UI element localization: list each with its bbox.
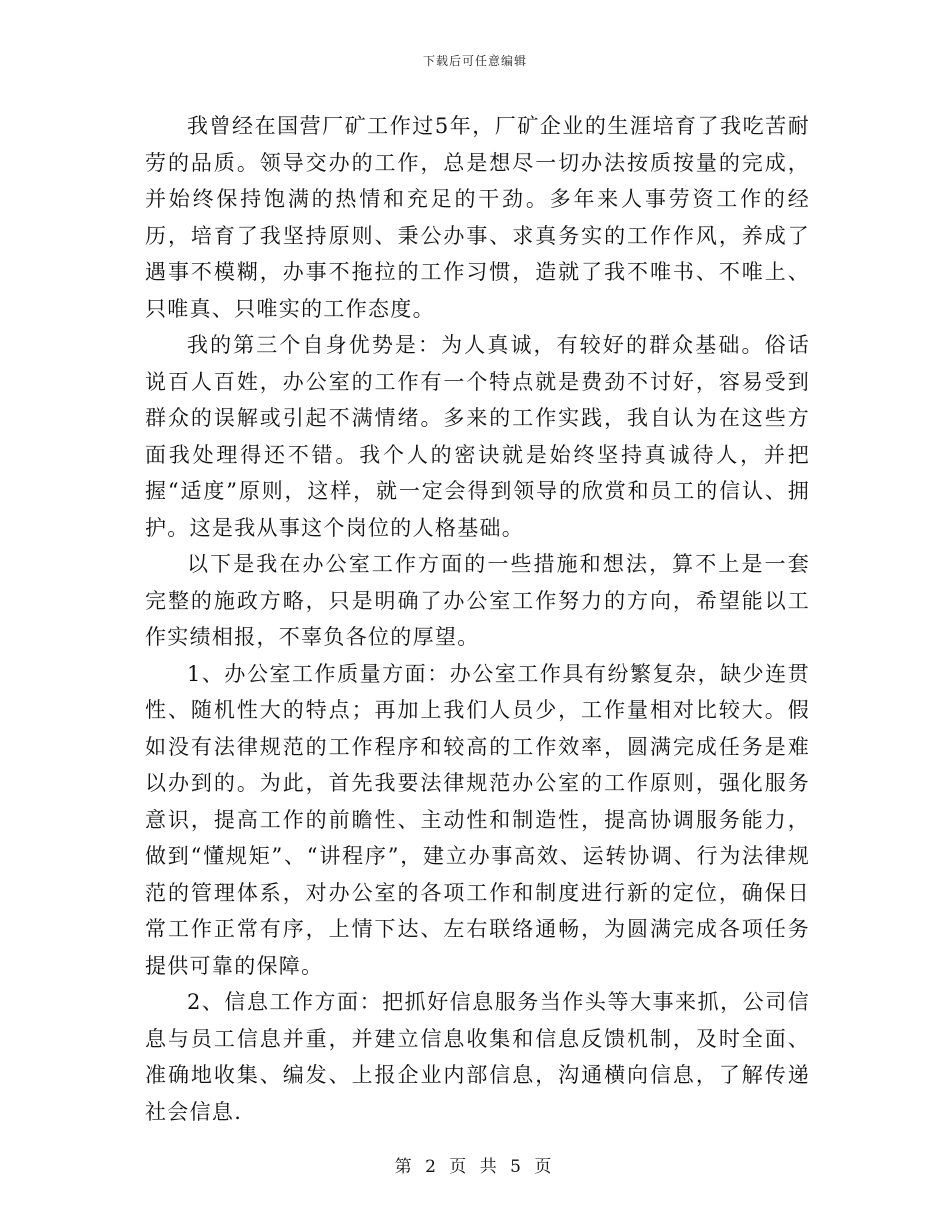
paragraph-office-quality: 1、办公室工作质量方面：办公室工作具有纷繁复杂，缺少连贯性、随机性大的特点；再加上我们人员少，工作量相对比较大。假如没有法律规范的工作程序和较高的工作效率，圆满完成任务是难以办到的。为此，首先我要法律规范办公室的工作原则，强化服务意识，提高工作的前瞻性、主动性和制造性，提高协调服务能力，做到“懂规矩”、“讲程序”，建立办事高效、运转协调、行为法律规范的管理体系，对办公室的各项工作和制度进行新的定位，确保日常工作正常有序，上情下达、左右联络通畅，为圆满完成各项任务提供可靠的保障。 [145, 661, 810, 978]
paragraph-third-advantage: 我的第三个自身优势是：为人真诚，有较好的群众基础。俗话说百人百姓，办公室的工作有一个特点就是费劲不讨好，容易受到群众的误解或引起不满情绪。多来的工作实践，我自认为在这些方面我处理得还不错。我个人的密诀就是始终坚持真诚待人，并把握“适度”原则，这样，就一定会得到领导的欣赏和员工的信认、拥护。这是我从事这个岗位的人格基础。 [145, 333, 810, 540]
paragraph-information-work: 2、信息工作方面：把抓好信息服务当作头等大事来抓，公司信息与员工信息并重，并建立信息收集和信息反馈机制，及时全面、准确地收集、编发、上报企业内部信息，沟通横向信息，了解传递社会信息. [145, 990, 810, 1124]
page-header-note: 下载后可任意编辑 [422, 54, 527, 68]
document-body [145, 108, 810, 1130]
page-number: 第 2 页 共 5 页 [394, 1157, 556, 1177]
paragraph-work-experience: 我曾经在国营厂矿工作过5年，厂矿企业的生涯培育了我吃苦耐劳的品质。领导交办的工作，总是想尽一切办法按质按量的完成，并始终保持饱满的热情和充足的干劲。多年来人事劳资工作的经历，培育了我坚持原则、秉公办事、求真务实的工作作风，养成了遇事不模糊，办事不拖拉的工作习惯，造就了我不唯书、不唯上、只唯真、只唯实的工作态度。 [145, 114, 810, 321]
paragraph-measures-intro: 以下是我在办公室工作方面的一些措施和想法，算不上是一套完整的施政方略，只是明确了办公室工作努力的方向，希望能以工作实绩相报，不辜负各位的厚望。 [145, 552, 810, 649]
